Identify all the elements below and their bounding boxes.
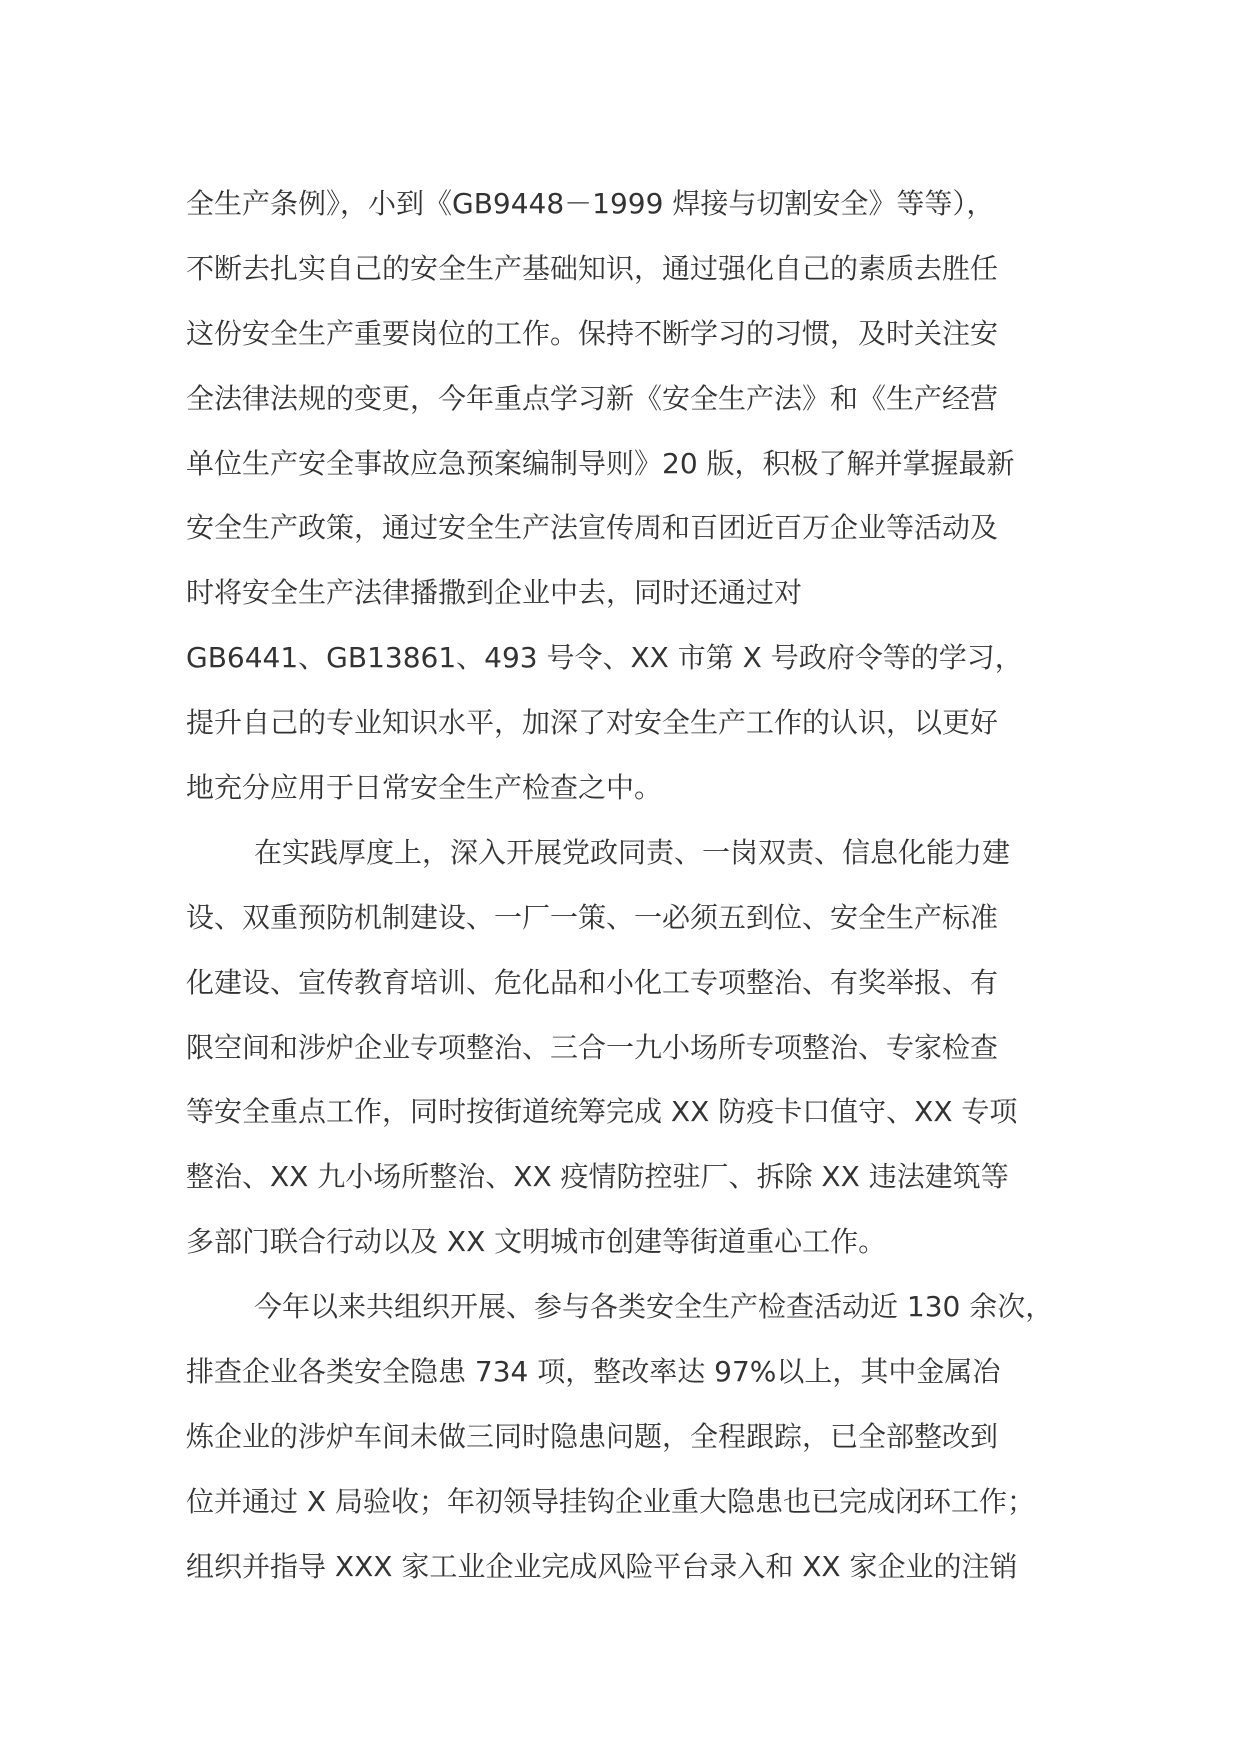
text-line: GB6441、GB13861、493 号令、XX 市第 X 号政府令等的学习，	[186, 641, 1023, 675]
text-line: 全生产条例》，小到《GB9448－1999 焊接与切割安全》等等），	[186, 187, 995, 220]
text-line: 位并通过 X 局验收；年初领导挂钩企业重大隐患也已完成闭环工作；	[186, 1484, 1035, 1518]
text-line: 地充分应用于日常安全生产检查之中。	[186, 771, 663, 805]
text-line: 不断去扎实自己的安全生产基础知识，通过强化自己的素质去胜任	[186, 251, 999, 285]
text-line: 设、双重预防机制建设、一厂一策、一必须五到位、安全生产标准	[186, 900, 999, 934]
text-line: 整治、XX 九小场所整治、XX 疫情防控驻厂、拆除 XX 违法建筑等	[186, 1160, 1009, 1194]
text-line: 多部门联合行动以及 XX 文明城市创建等街道重心工作。	[186, 1225, 887, 1259]
paragraph-first-line: 在实践厚度上，深入开展党政同责、一岗双责、信息化能力建	[254, 835, 1011, 869]
text-line: 炼企业的涉炉车间未做三同时隐患问题，全程跟踪，已全部整改到	[186, 1419, 999, 1453]
text-line: 排查企业各类安全隐患 734 项，整改率达 97%以上，其中金属冶	[186, 1355, 1001, 1389]
text-line: 等安全重点工作，同时按街道统筹完成 XX 防疫卡口值守、XX 专项	[186, 1095, 1018, 1129]
paragraph-first-line: 今年以来共组织开展、参与各类安全生产检查活动近 130 余次，	[254, 1290, 1054, 1324]
body-text	[186, 172, 1086, 1600]
text-line: 时将安全生产法律播撒到企业中去，同时还通过对	[186, 576, 803, 610]
text-line: 全法律法规的变更，今年重点学习新《安全生产法》和《生产经营	[186, 381, 999, 415]
text-line: 单位生产安全事故应急预案编制导则》20 版，积极了解并掌握最新	[186, 446, 1015, 480]
text-line: 提升自己的专业知识水平，加深了对安全生产工作的认识，以更好	[186, 706, 999, 740]
text-line: 限空间和涉炉企业专项整治、三合一九小场所专项整治、专家检查	[186, 1030, 999, 1064]
text-line: 安全生产政策，通过安全生产法宣传周和百团近百万企业等活动及	[186, 511, 999, 545]
text-line: 化建设、宣传教育培训、危化品和小化工专项整治、有奖举报、有	[186, 965, 999, 999]
text-line: 这份安全生产重要岗位的工作。保持不断学习的习惯，及时关注安	[186, 316, 999, 350]
text-line: 组织并指导 XXX 家工业企业完成风险平台录入和 XX 家企业的注销	[186, 1549, 1018, 1583]
